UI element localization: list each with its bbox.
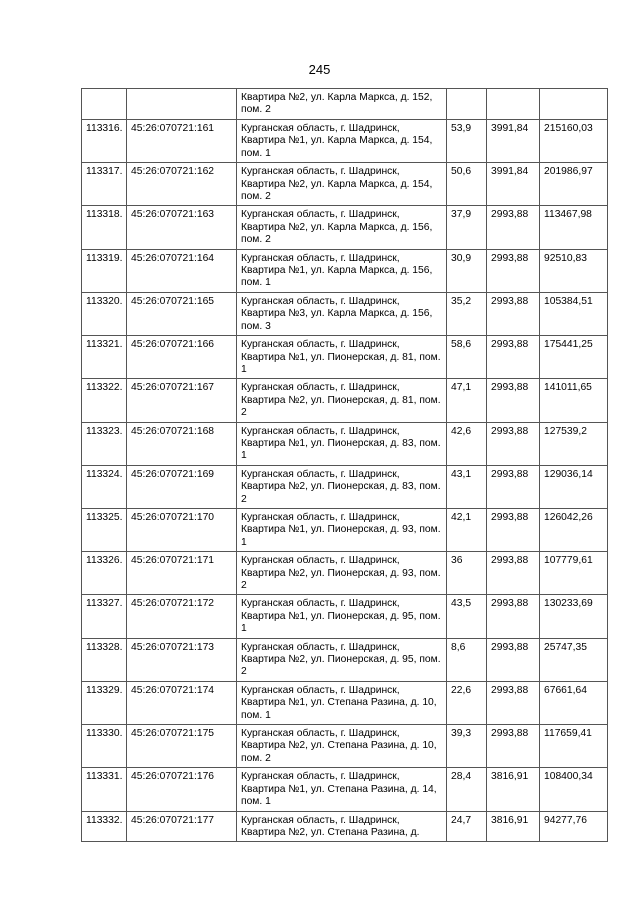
page-number: 245 <box>308 62 331 77</box>
table-row <box>82 465 608 508</box>
table-row <box>82 206 608 249</box>
price-per-sqm-cell: 3991,84 <box>487 163 540 206</box>
area-cell: 43,5 <box>447 595 487 638</box>
address-cell: Курганская область, г. Шадринск, Квартира №2, ул. Степана Разина, д. <box>237 811 447 842</box>
price-per-sqm-cell: 2993,88 <box>487 465 540 508</box>
row-number-cell: 113324. <box>82 465 127 508</box>
address-cell: Курганская область, г. Шадринск, Квартира №1, ул. Пионерская, д. 95, пом. 1 <box>237 595 447 638</box>
cadastral-number-cell: 45:26:070721:171 <box>127 552 237 595</box>
price-per-sqm-cell: 2993,88 <box>487 595 540 638</box>
row-number-cell: 113318. <box>82 206 127 249</box>
cadastral-number-cell: 45:26:070721:164 <box>127 249 237 292</box>
cadastral-value-cell: 92510,83 <box>540 249 608 292</box>
cadastral-number-cell: 45:26:070721:175 <box>127 725 237 768</box>
cadastral-number-cell: 45:26:070721:172 <box>127 595 237 638</box>
cadastral-number-cell: 45:26:070721:177 <box>127 811 237 842</box>
area-cell: 24,7 <box>447 811 487 842</box>
price-per-sqm-cell: 2993,88 <box>487 638 540 681</box>
area-cell: 43,1 <box>447 465 487 508</box>
table-row <box>82 163 608 206</box>
area-cell: 42,6 <box>447 422 487 465</box>
cadastral-number-cell: 45:26:070721:168 <box>127 422 237 465</box>
price-per-sqm-cell: 2993,88 <box>487 249 540 292</box>
table-row <box>82 552 608 595</box>
cadastral-number-cell: 45:26:070721:163 <box>127 206 237 249</box>
price-per-sqm-cell: 2993,88 <box>487 336 540 379</box>
cadastral-value-cell: 175441,25 <box>540 336 608 379</box>
area-cell: 47,1 <box>447 379 487 422</box>
price-per-sqm-cell: 2993,88 <box>487 725 540 768</box>
price-per-sqm-cell: 2993,88 <box>487 292 540 335</box>
row-number-cell: 113327. <box>82 595 127 638</box>
cadastral-number-cell: 45:26:070721:170 <box>127 508 237 551</box>
row-number-cell: 113325. <box>82 508 127 551</box>
table-row <box>82 681 608 724</box>
table-row <box>82 768 608 811</box>
price-per-sqm-cell: 2993,88 <box>487 681 540 724</box>
area-cell: 53,9 <box>447 120 487 163</box>
cadastral-number-cell: 45:26:070721:173 <box>127 638 237 681</box>
row-number-cell: 113329. <box>82 681 127 724</box>
area-cell <box>447 89 487 120</box>
row-number-cell <box>82 89 127 120</box>
price-per-sqm-cell: 2993,88 <box>487 379 540 422</box>
price-per-sqm-cell: 2993,88 <box>487 422 540 465</box>
cadastral-value-cell: 129036,14 <box>540 465 608 508</box>
price-per-sqm-cell: 2993,88 <box>487 552 540 595</box>
price-per-sqm-cell: 2993,88 <box>487 206 540 249</box>
table-row <box>82 379 608 422</box>
row-number-cell: 113319. <box>82 249 127 292</box>
cadastral-value-cell: 130233,69 <box>540 595 608 638</box>
cadastral-value-cell: 94277,76 <box>540 811 608 842</box>
cadastral-number-cell: 45:26:070721:166 <box>127 336 237 379</box>
area-cell: 36 <box>447 552 487 595</box>
cadastral-value-cell: 113467,98 <box>540 206 608 249</box>
area-cell: 58,6 <box>447 336 487 379</box>
row-number-cell: 113332. <box>82 811 127 842</box>
cadastral-value-cell: 141011,65 <box>540 379 608 422</box>
table-row-continued <box>82 89 608 120</box>
cadastral-value-cell: 25747,35 <box>540 638 608 681</box>
table-row <box>82 725 608 768</box>
row-number-cell: 113326. <box>82 552 127 595</box>
table-row <box>82 292 608 335</box>
area-cell: 8,6 <box>447 638 487 681</box>
address-cell: Курганская область, г. Шадринск, Квартира №3, ул. Карла Маркса, д. 156, пом. 3 <box>237 292 447 335</box>
cadastral-value-cell: 117659,41 <box>540 725 608 768</box>
address-cell: Курганская область, г. Шадринск, Квартира №1, ул. Пионерская, д. 83, пом. 1 <box>237 422 447 465</box>
area-cell: 39,3 <box>447 725 487 768</box>
address-cell: Курганская область, г. Шадринск, Квартира №2, ул. Пионерская, д. 93, пом. 2 <box>237 552 447 595</box>
table-row <box>82 508 608 551</box>
row-number-cell: 113322. <box>82 379 127 422</box>
address-cell: Курганская область, г. Шадринск, Квартира №1, ул. Степана Разина, д. 10, пом. 1 <box>237 681 447 724</box>
table-row <box>82 120 608 163</box>
cadastral-value-cell: 127539,2 <box>540 422 608 465</box>
cadastral-number-cell: 45:26:070721:165 <box>127 292 237 335</box>
address-cell: Курганская область, г. Шадринск, Квартира №2, ул. Пионерская, д. 83, пом. 2 <box>237 465 447 508</box>
cadastral-value-cell: 201986,97 <box>540 163 608 206</box>
area-cell: 22,6 <box>447 681 487 724</box>
cadastral-number-cell: 45:26:070721:161 <box>127 120 237 163</box>
cadastral-number-cell <box>127 89 237 120</box>
row-number-cell: 113323. <box>82 422 127 465</box>
area-cell: 28,4 <box>447 768 487 811</box>
table-row <box>82 638 608 681</box>
price-per-sqm-cell <box>487 89 540 120</box>
area-cell: 30,9 <box>447 249 487 292</box>
price-per-sqm-cell: 3816,91 <box>487 811 540 842</box>
cadastral-value-cell: 215160,03 <box>540 120 608 163</box>
address-cell: Курганская область, г. Шадринск, Квартира №1, ул. Карла Маркса, д. 156, пом. 1 <box>237 249 447 292</box>
cadastral-number-cell: 45:26:070721:169 <box>127 465 237 508</box>
cadastral-value-cell <box>540 89 608 120</box>
row-number-cell: 113328. <box>82 638 127 681</box>
address-cell: Курганская область, г. Шадринск, Квартира №2, ул. Пионерская, д. 81, пом. 2 <box>237 379 447 422</box>
table-row <box>82 811 608 842</box>
row-number-cell: 113331. <box>82 768 127 811</box>
address-cell: Курганская область, г. Шадринск, Квартира №1, ул. Степана Разина, д. 14, пом. 1 <box>237 768 447 811</box>
address-cell: Курганская область, г. Шадринск, Квартира №2, ул. Карла Маркса, д. 154, пом. 2 <box>237 163 447 206</box>
property-registry-table <box>81 88 608 842</box>
row-number-cell: 113320. <box>82 292 127 335</box>
address-cell: Курганская область, г. Шадринск, Квартира №2, ул. Степана Разина, д. 10, пом. 2 <box>237 725 447 768</box>
address-cell: Квартира №2, ул. Карла Маркса, д. 152, пом. 2 <box>237 89 447 120</box>
row-number-cell: 113330. <box>82 725 127 768</box>
cadastral-value-cell: 126042,26 <box>540 508 608 551</box>
area-cell: 42,1 <box>447 508 487 551</box>
area-cell: 35,2 <box>447 292 487 335</box>
row-number-cell: 113316. <box>82 120 127 163</box>
address-cell: Курганская область, г. Шадринск, Квартира №1, ул. Карла Маркса, д. 154, пом. 1 <box>237 120 447 163</box>
cadastral-number-cell: 45:26:070721:174 <box>127 681 237 724</box>
price-per-sqm-cell: 3816,91 <box>487 768 540 811</box>
cadastral-value-cell: 67661,64 <box>540 681 608 724</box>
cadastral-number-cell: 45:26:070721:167 <box>127 379 237 422</box>
table-row <box>82 422 608 465</box>
row-number-cell: 113317. <box>82 163 127 206</box>
area-cell: 37,9 <box>447 206 487 249</box>
address-cell: Курганская область, г. Шадринск, Квартира №1, ул. Пионерская, д. 93, пом. 1 <box>237 508 447 551</box>
price-per-sqm-cell: 3991,84 <box>487 120 540 163</box>
address-cell: Курганская область, г. Шадринск, Квартира №2, ул. Карла Маркса, д. 156, пом. 2 <box>237 206 447 249</box>
cadastral-number-cell: 45:26:070721:176 <box>127 768 237 811</box>
address-cell: Курганская область, г. Шадринск, Квартира №2, ул. Пионерская, д. 95, пом. 2 <box>237 638 447 681</box>
cadastral-number-cell: 45:26:070721:162 <box>127 163 237 206</box>
row-number-cell: 113321. <box>82 336 127 379</box>
table-row <box>82 595 608 638</box>
area-cell: 50,6 <box>447 163 487 206</box>
table-row <box>82 336 608 379</box>
cadastral-value-cell: 105384,51 <box>540 292 608 335</box>
table-row <box>82 249 608 292</box>
address-cell: Курганская область, г. Шадринск, Квартира №1, ул. Пионерская, д. 81, пом. 1 <box>237 336 447 379</box>
price-per-sqm-cell: 2993,88 <box>487 508 540 551</box>
cadastral-value-cell: 108400,34 <box>540 768 608 811</box>
cadastral-value-cell: 107779,61 <box>540 552 608 595</box>
